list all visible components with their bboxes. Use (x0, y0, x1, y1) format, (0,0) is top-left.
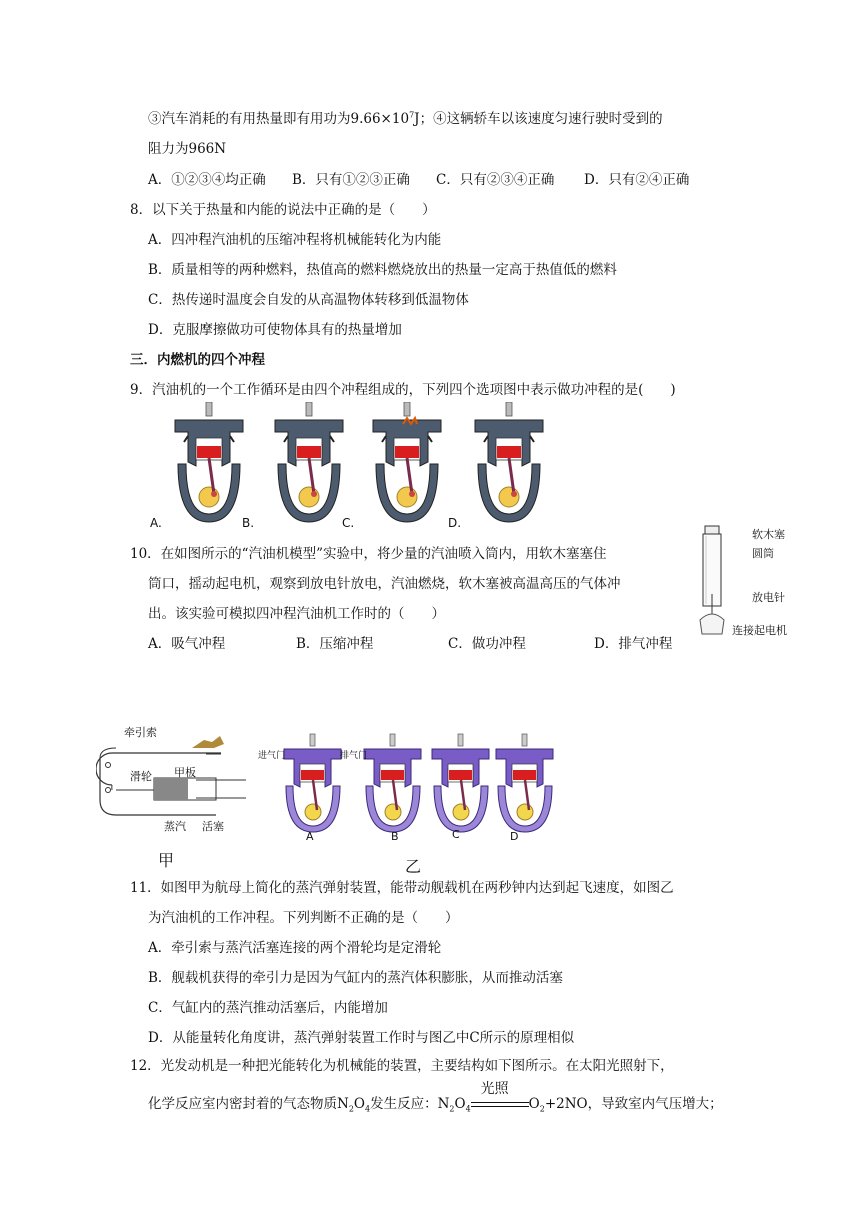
q9-stem: 9．汽油机的一个工作循环是由四个冲程组成的，下列四个选项图中表示做功冲程的是( ) (130, 382, 676, 398)
q11-line1: 11．如图甲为航母上简化的蒸汽弹射装置，能带动舰载机在两秒钟内达到起飞速度，如图乙 (130, 880, 674, 896)
four-stroke-engines-figure (262, 726, 562, 836)
intake-valve-label: 进气门 (258, 751, 286, 761)
q11-option-b: B．舰载机获得的牵引力是因为气缸内的蒸汽体积膨胀，从而推动活塞 (148, 970, 563, 986)
generator-label: 连接起电机 (732, 624, 787, 637)
traction-cable-label: 牵引索 (124, 726, 157, 739)
pulley-label: 滑轮 (130, 770, 152, 783)
reaction-arrow: 光照 (471, 1098, 529, 1112)
q11-option-d: D．从能量转化角度讲，蒸汽弹射装置工作时与图乙中C所示的原理相似 (148, 1030, 575, 1046)
q12-line2: 化学反应室内密封着的气态物质$N_2O_4$发生反应：$N_2O_4$ 光照 $O_2+2NO$，导致室内气压增大； (148, 1080, 723, 1114)
q10-line2: 筒口，摇动起电机，观察到放电针放电，汽油燃烧，软木塞被高温高压的气体冲 (148, 576, 621, 592)
q7-option-c: C．只有②③④正确 (436, 172, 555, 188)
q7-line2: 阻力为966N (148, 141, 227, 157)
engine-a-label: A (306, 830, 314, 843)
q9-label-d: D. (448, 516, 462, 530)
q8-option-b: B．质量相等的两种燃料，热值高的燃料燃烧放出的热量一定高于热值低的燃料 (148, 262, 617, 278)
q8-option-a: A．四冲程汽油机的压缩冲程将机械能转化为内能 (148, 232, 442, 248)
section-3-heading: 三．内燃机的四个冲程 (130, 352, 265, 368)
q9-engines-figure (170, 402, 770, 527)
q7-option-b: B．只有①②③正确 (292, 172, 410, 188)
q10-line1: 10．在如图所示的“汽油机模型”实验中，将少量的汽油喷入筒内，用软木塞塞住 (130, 546, 607, 562)
q10-line3: 出。该实验可模拟四冲程汽油机工作时的（ ） (148, 606, 445, 622)
steam-catapult-figure (96, 730, 246, 830)
piston-label: 活塞 (202, 820, 224, 833)
engine-d-label: D (510, 830, 519, 843)
q10-option-b: B．压缩冲程 (296, 636, 374, 652)
q8-stem: 8．以下关于热量和内能的说法中正确的是（ ） (130, 202, 436, 218)
steam-label: 蒸汽 (164, 820, 186, 833)
q11-option-a: A．牵引索与蒸汽活塞连接的两个滑轮均是定滑轮 (148, 940, 442, 956)
q7-option-a: A．①②③④均正确 (148, 172, 266, 188)
q8-option-d: D．克服摩擦做功可使物体具有的热量增加 (148, 322, 402, 338)
figure-jia-label: 甲 (158, 851, 175, 870)
engine-b-label: B (391, 830, 399, 843)
cylinder-label: 圆筒 (752, 547, 774, 560)
q9-label-c: C. (342, 516, 355, 530)
q10-option-c: C．做功冲程 (448, 636, 526, 652)
exhaust-valve-label: 排气门 (340, 751, 368, 761)
q9-label-b: B. (242, 516, 255, 530)
q7-line1: ③汽车消耗的有用热量即有用功为$9.66\times 10^7J$；④这辆轿车以该速度匀速行驶时受到的 (148, 110, 663, 127)
q10-option-a: A．吸气冲程 (148, 636, 226, 652)
q11-line2: 为汽油机的工作冲程。下列判断不正确的是（ ） (148, 910, 459, 926)
q10-option-d: D．排气冲程 (594, 636, 673, 652)
figure-yi-label: 乙 (405, 857, 422, 876)
q11-option-c: C．气缸内的蒸汽推动活塞后，内能增加 (148, 1000, 388, 1016)
q12-line1: 12．光发动机是一种把光能转化为机械能的装置，主要结构如下图所示。在太阳光照射下， (130, 1058, 674, 1074)
engine-c-label: C (452, 828, 460, 841)
deck-label: 甲板 (174, 766, 196, 779)
q9-label-a: A. (150, 516, 162, 530)
q7-option-d: D．只有②④正确 (584, 172, 690, 188)
discharge-needle-label: 放电针 (752, 591, 785, 604)
cork-label: 软木塞 (752, 528, 785, 541)
q8-option-c: C．热传递时温度会自发的从高温物体转移到低温物体 (148, 292, 469, 308)
